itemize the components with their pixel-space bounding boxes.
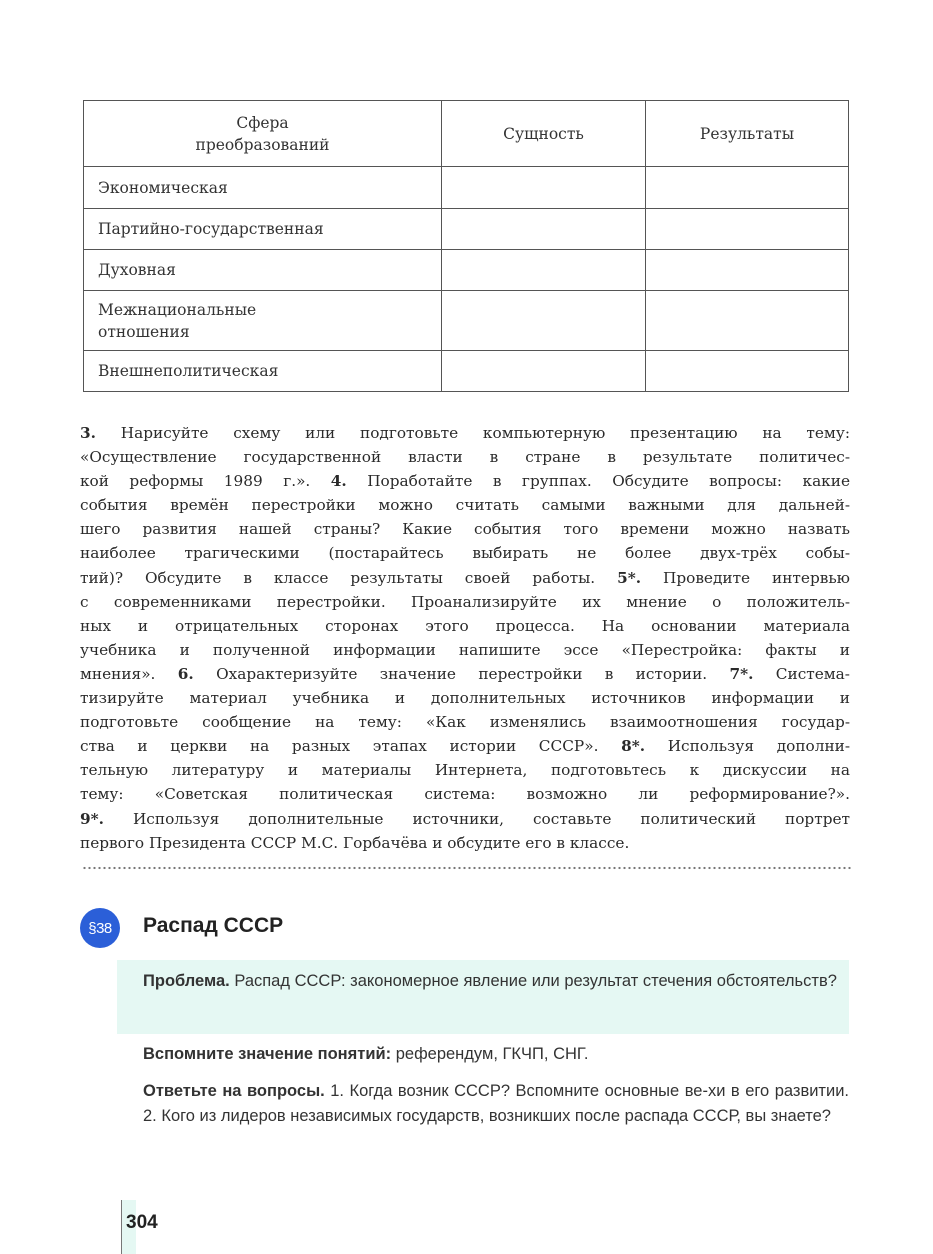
exercise-text: тий)? Обсудите в классе результаты своей работы. xyxy=(80,568,618,587)
exercise-text: наиболее трагическими (постарайтесь выбирать не более двух-трёх собы- xyxy=(80,544,850,563)
exercise-number: 6. xyxy=(177,664,194,683)
exercise-text: шего развития нашей страны? Какие события того времени можно назвать xyxy=(80,520,850,539)
results-cell xyxy=(646,291,849,351)
essence-cell xyxy=(442,209,646,250)
exercise-text-line xyxy=(80,638,850,662)
page-number: 304 xyxy=(126,1212,158,1233)
results-cell xyxy=(646,167,849,209)
exercise-text-line xyxy=(80,517,850,541)
header-results: Результаты xyxy=(646,101,849,167)
exercise-text-line xyxy=(80,445,850,469)
section-title: Распад СССР xyxy=(143,914,284,937)
essence-cell xyxy=(442,351,646,392)
exercise-text: Проведите интервью xyxy=(641,568,850,587)
exercise-number: 5*. xyxy=(617,568,642,587)
exercise-text-line xyxy=(80,782,850,806)
exercise-text-line xyxy=(80,469,850,493)
exercise-text: ства и церкви на разных этапах истории СССР». xyxy=(80,737,622,756)
exercise-text: Охарактеризуйте значение перестройки в истории. xyxy=(193,664,730,683)
exercise-text-line xyxy=(80,734,850,758)
exercise-text: тизируйте материал учебника и дополнительных источников информации и xyxy=(80,689,850,708)
exercise-text: кой реформы 1989 г.». xyxy=(80,472,331,491)
essence-cell xyxy=(442,167,646,209)
exercise-number: 3. xyxy=(80,424,96,442)
exercise-number: 4. xyxy=(330,472,347,491)
reform-table xyxy=(83,100,849,392)
answer-label: Ответьте на вопросы. xyxy=(143,1082,325,1100)
header-essence: Сущность xyxy=(442,101,646,167)
exercise-text-line xyxy=(80,662,850,686)
sphere-cell: Духовная xyxy=(84,250,442,291)
answer-questions xyxy=(143,1079,849,1129)
exercises-paragraph xyxy=(80,421,850,855)
table-row xyxy=(84,167,849,209)
exercise-text: Используя дополнительные источники, составьте политический портрет xyxy=(103,809,850,828)
results-cell xyxy=(646,250,849,291)
exercise-text-line xyxy=(80,831,850,855)
exercise-text-line xyxy=(80,493,850,517)
table-header-row xyxy=(84,101,849,167)
table-row xyxy=(84,209,849,250)
exercise-text-line xyxy=(80,614,850,638)
sphere-cell: Межнациональные отношения xyxy=(84,291,442,351)
dotted-divider xyxy=(82,866,852,870)
exercise-text: первого Президента СССР М.С. Горбачёва и обсудите его в классе. xyxy=(80,833,630,852)
exercise-text-line xyxy=(80,421,850,445)
exercise-text: Система- xyxy=(753,664,850,683)
exercise-text: тельную литературу и материалы Интернета, подготовьтесь к дискуссии на xyxy=(80,761,850,780)
essence-cell xyxy=(442,291,646,351)
recall-concepts xyxy=(143,1045,588,1064)
sphere-cell: Внешнеполитическая xyxy=(84,351,442,392)
header-sphere: Сфера преобразований xyxy=(84,101,442,167)
recall-label: Вспомните значение понятий: xyxy=(143,1045,392,1063)
problem-box xyxy=(117,960,849,1034)
problem-label: Проблема. xyxy=(143,972,230,990)
exercise-text: Поработайте в группах. Обсудите вопросы: какие xyxy=(346,472,850,491)
exercise-text-line xyxy=(80,807,850,831)
exercise-text-line xyxy=(80,590,850,614)
exercise-text-line xyxy=(80,758,850,782)
exercise-number: 9*. xyxy=(80,809,104,828)
exercise-text-line xyxy=(80,710,850,734)
essence-cell xyxy=(442,250,646,291)
exercise-text: с современниками перестройки. Проанализируйте их мнение о положитель- xyxy=(80,592,850,611)
table-row xyxy=(84,291,849,351)
table-row xyxy=(84,351,849,392)
section-number-badge: §38 xyxy=(80,908,120,948)
exercise-text-line xyxy=(80,541,850,565)
exercise-text: учебника и полученной информации напишите эссе «Перестройка: факты и xyxy=(80,640,850,659)
sphere-cell: Экономическая xyxy=(84,167,442,209)
recall-text: референдум, ГКЧП, СНГ. xyxy=(391,1045,589,1063)
exercise-text-line xyxy=(80,686,850,710)
answer-text: 1. Когда возник СССР? Вспомните основные ве-хи в его развитии. 2. Кого из лидеров независимых государств, возникших после распада СССР, вы знаете? xyxy=(143,1082,850,1125)
exercise-text: ных и отрицательных сторонах этого процесса. На основании материала xyxy=(80,616,850,635)
exercise-text: подготовьте сообщение на тему: «Как изменялись взаимоотношения государ- xyxy=(80,713,850,732)
table-row xyxy=(84,250,849,291)
exercise-number: 7*. xyxy=(729,664,754,683)
exercise-text: мнения». xyxy=(80,664,178,683)
exercise-number: 8*. xyxy=(621,737,646,756)
exercise-text: Нарисуйте схему или подготовьте компьютерную презентацию на тему: xyxy=(95,424,850,442)
results-cell xyxy=(646,209,849,250)
problem-text: Распад СССР: закономерное явление или результат стечения обстоятельств? xyxy=(229,972,837,990)
exercise-text: «Осуществление государственной власти в стране в результате политичес- xyxy=(80,448,850,467)
sphere-cell: Партийно-государственная xyxy=(84,209,442,250)
results-cell xyxy=(646,351,849,392)
exercise-text: Используя дополни- xyxy=(645,737,850,756)
exercise-text-line xyxy=(80,566,850,590)
exercise-text: события времён перестройки можно считать самыми важными для дальней- xyxy=(80,496,850,515)
exercise-text: тему: «Советская политическая система: возможно ли реформирование?». xyxy=(80,785,850,804)
